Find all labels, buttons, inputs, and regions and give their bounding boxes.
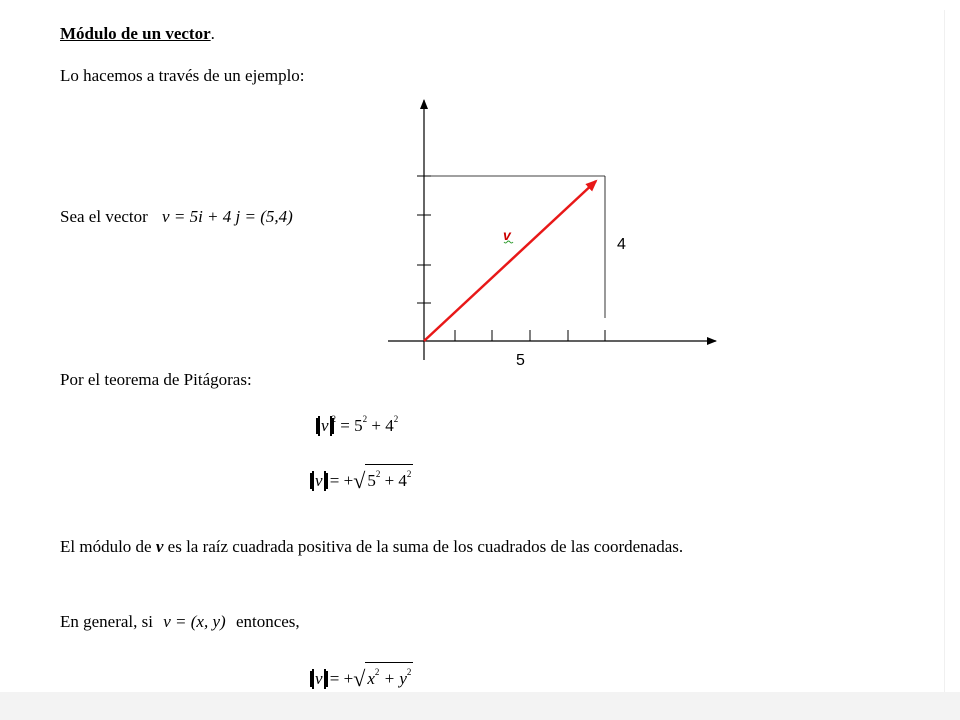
norm-bars: v bbox=[312, 669, 326, 689]
vector-arrow bbox=[424, 181, 596, 341]
formula-norm-squared: v $^2 = 5^2 + 4^2$ bbox=[318, 414, 398, 436]
pythagoras-intro: Por el teorema de Pitágoras: bbox=[60, 370, 252, 389]
radical-sign: √ bbox=[353, 666, 366, 691]
formula-general-norm: v = +√ $x^2 + y^2$ bbox=[312, 662, 413, 692]
vector-definition: v = 5i + 4 j = (5,4) bbox=[162, 207, 293, 226]
radicand: $x^2 + y^2$ bbox=[365, 662, 413, 688]
bottom-band bbox=[0, 692, 960, 720]
conclusion-paragraph: El módulo de v es la raíz cuadrada positiva de la suma de los cuadrados de las coordenadas. bbox=[60, 537, 684, 556]
intro-text: Lo hacemos a través de un ejemplo: bbox=[60, 66, 305, 85]
label-y: 4 bbox=[617, 236, 626, 253]
general-line: En general, si v = (x, y) entonces, bbox=[60, 612, 300, 631]
norm-bars: v bbox=[318, 416, 332, 436]
radical-sign: √ bbox=[353, 468, 366, 493]
page-title: Módulo de un vector bbox=[60, 24, 211, 43]
vector-sentence-prefix: Sea el vector bbox=[60, 207, 148, 226]
label-x: 5 bbox=[516, 352, 525, 369]
title-period: . bbox=[210, 24, 215, 43]
radicand: $5^2 + 4^2$ bbox=[365, 464, 413, 490]
x-ticks bbox=[455, 330, 605, 341]
vector-label: v bbox=[503, 227, 511, 243]
formula-norm-root: v = +√ $5^2 + 4^2$ bbox=[312, 464, 413, 494]
norm-bars: v bbox=[312, 471, 326, 491]
